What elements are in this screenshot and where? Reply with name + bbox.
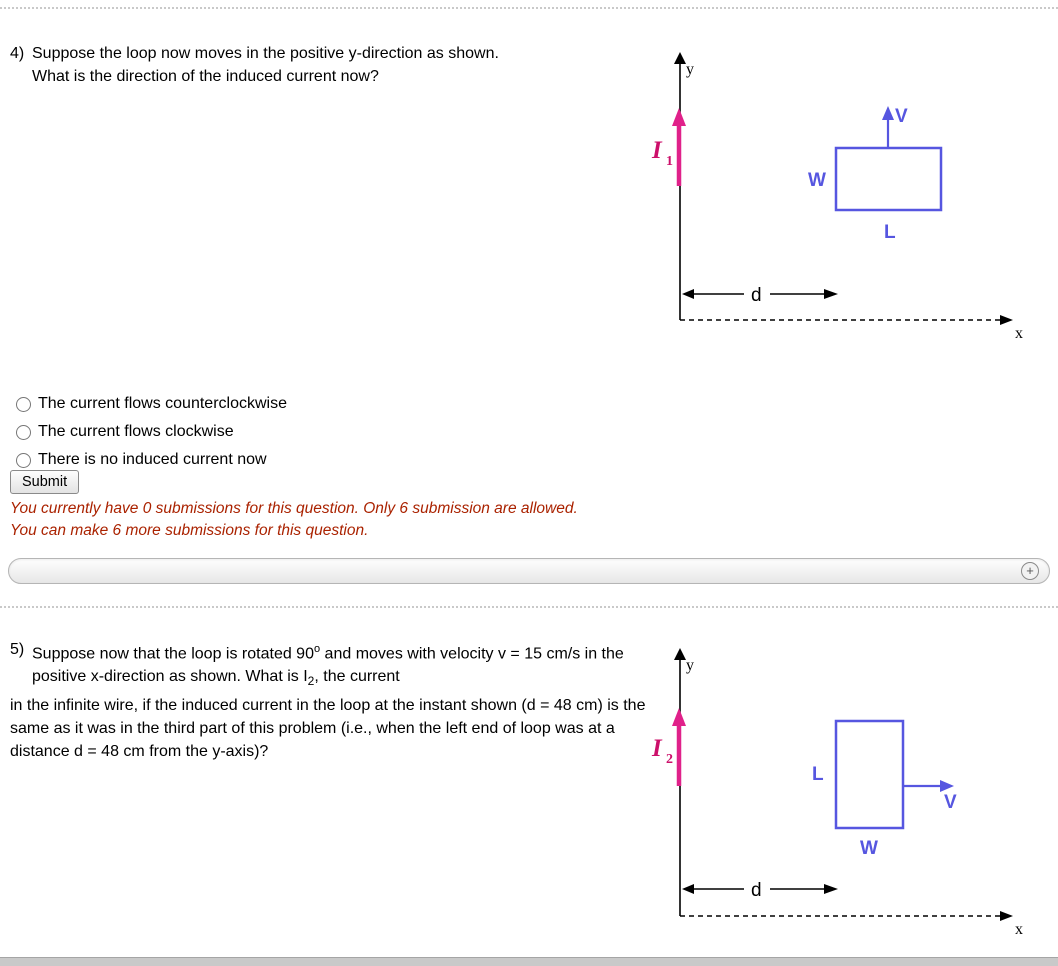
loop-rectangle <box>836 148 941 210</box>
distance-arrowhead-left <box>682 884 694 894</box>
question-4-line1: Suppose the loop now moves in the positive y-direction as shown. <box>32 45 499 62</box>
distance-arrowhead-left <box>682 289 694 299</box>
x-axis-label: x <box>1015 325 1023 342</box>
loop-length-label: L <box>884 222 896 243</box>
velocity-arrowhead <box>882 106 894 120</box>
expand-plus-icon[interactable]: + <box>1021 562 1039 580</box>
question-4-text <box>10 42 640 88</box>
separator-top <box>0 7 1058 9</box>
distance-label: d <box>751 880 762 901</box>
y-axis-label: y <box>686 61 694 78</box>
option-no-current-label: There is no induced current now <box>38 451 267 468</box>
question-5-text <box>10 638 646 763</box>
submit-button[interactable]: Submit <box>10 470 79 494</box>
x-axis-arrowhead <box>1000 911 1013 921</box>
question-5-flush-text: in the infinite wire, if the induced current in the loop at the instant shown (d = 48 cm) is the same as it was in the third part of this problem (i.e., when the left end of loop was at a distance d = 48 cm from the y-axis)? <box>10 696 646 760</box>
option-clockwise-label: The current flows clockwise <box>38 423 234 440</box>
current-subscript: 1 <box>666 154 673 169</box>
question-4-options <box>16 390 287 474</box>
loop-width-label: W <box>860 838 878 859</box>
collapsed-panel[interactable] <box>8 558 1050 584</box>
distance-label: d <box>751 285 762 306</box>
option-clockwise[interactable] <box>16 418 287 446</box>
loop-rectangle <box>836 721 903 828</box>
option-counterclockwise[interactable] <box>16 390 287 418</box>
question-5-indented-text: Suppose now that the loop is rotated 90$^o$ and moves with velocity v = 15 cm/s in the positive x-direction as shown. What is $I_2$, the current <box>32 643 624 689</box>
y-axis-arrowhead <box>674 52 686 64</box>
current-label: I <box>652 735 662 762</box>
radio-counterclockwise[interactable] <box>16 397 31 412</box>
distance-arrowhead-right <box>824 884 838 894</box>
velocity-label: V <box>944 792 957 813</box>
submission-note-line1: You currently have 0 submissions for this question. Only 6 submission are allowed. <box>10 500 578 517</box>
distance-arrowhead-right <box>824 289 838 299</box>
question-4-line2: What is the direction of the induced current now? <box>32 68 379 85</box>
velocity-label: V <box>895 106 908 127</box>
bottom-scrollbar[interactable] <box>0 957 1058 966</box>
y-axis-arrowhead <box>674 648 686 660</box>
submission-note <box>10 498 578 542</box>
current-subscript: 2 <box>666 752 673 767</box>
question-5-diagram <box>648 646 1048 946</box>
radio-no-current[interactable] <box>16 453 31 468</box>
current-2-subscript: 2 <box>307 674 315 689</box>
x-axis-label: x <box>1015 921 1023 938</box>
wire-current-arrowhead <box>672 708 686 726</box>
submission-note-line2: You can make 6 more submissions for this question. <box>10 522 369 539</box>
separator-middle <box>0 606 1058 608</box>
question-4-diagram <box>648 48 1048 348</box>
radio-clockwise[interactable] <box>16 425 31 440</box>
option-counterclockwise-label: The current flows counterclockwise <box>38 395 287 412</box>
current-label: I <box>652 137 662 164</box>
question-5-number: 5) <box>10 641 25 658</box>
question-4-number: 4) <box>10 45 25 62</box>
wire-current-arrowhead <box>672 108 686 126</box>
y-axis-label: y <box>686 657 694 674</box>
loop-length-label: L <box>812 764 824 785</box>
degree-superscript: o <box>313 643 321 655</box>
x-axis-arrowhead <box>1000 315 1013 325</box>
velocity-arrowhead <box>940 780 954 792</box>
loop-width-label: W <box>808 170 826 191</box>
